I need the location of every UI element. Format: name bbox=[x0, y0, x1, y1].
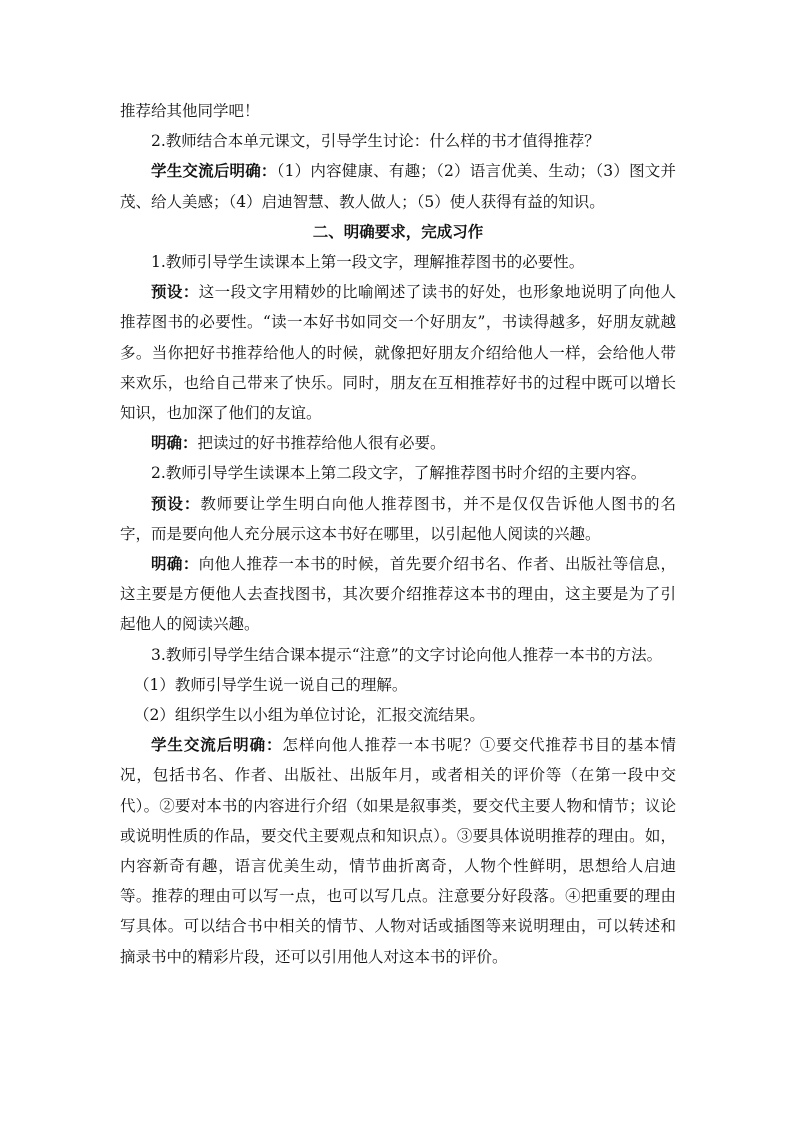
paragraph-lead: 预设： bbox=[151, 493, 201, 513]
paragraph-text: 怎样向他人推荐一本书呢？①要交代推荐书目的基本情况，包括书名、作者、出版社、出版年月，或者相关的评价等（在第一段中交代）。②要对本书的内容进行介绍（如果是叙事类，要交代主要人物和情节；议论或说明性质的作品，要交代主要观点和知识点）。③要具体说明推荐的理由。如，内容新奇有趣，语言优美生动，情节曲折离奇，人物个性鲜明，思想给人启迪等。推荐的理由可以写一点，也可以写几点。注意要分好段落。④把重要的理由写具体。可以结合书中相关的情节、人物对话或插图等来说明理由，可以转述和摘录书中的精彩片段，还可以引用他人对这本书的评价。 bbox=[120, 736, 676, 966]
paragraph-step-2b bbox=[120, 458, 676, 488]
paragraph-clarify-1 bbox=[120, 428, 676, 458]
paragraph-lead: 学生交流后明确： bbox=[151, 161, 277, 181]
paragraph-text: 这一段文字用精妙的比喻阐述了读书的好处，也形象地说明了向他人推荐图书的必要性。“读一本好书如同交一个好朋友”，书读得越多，好朋友就越多。当你把好书推荐给他人的时候，就像把好朋友介绍给他人一样，会给他人带来欢乐，也给自己带来了快乐。同时，朋友在互相推荐好书的过程中既可以增长知识，也加深了他们的友谊。 bbox=[120, 283, 676, 423]
paragraph-preset-1 bbox=[120, 277, 676, 428]
document-page bbox=[120, 96, 676, 972]
section-heading-text: 二、明确要求，完成习作 bbox=[312, 221, 484, 241]
paragraph-step-1 bbox=[120, 247, 676, 277]
paragraph-substep-2 bbox=[120, 700, 676, 730]
paragraph-text: 推荐给其他同学吧！ bbox=[120, 102, 260, 120]
paragraph-step-3 bbox=[120, 640, 676, 670]
paragraph-preset-2 bbox=[120, 489, 676, 549]
paragraph-text: （1）教师引导学生说一说自己的理解。 bbox=[134, 675, 408, 694]
paragraph-text: （1）内容健康、有趣；（2）语言优美、生动；（3）图文并茂、给人美感；（4）启迪智慧、教人做人；（5）使人获得有益的知识。 bbox=[120, 162, 676, 211]
section-heading bbox=[120, 217, 676, 247]
paragraph-text: （2）组织学生以小组为单位讨论，汇报交流结果。 bbox=[134, 706, 485, 725]
paragraph-substep-1 bbox=[120, 670, 676, 700]
paragraph-lead: 明确： bbox=[151, 433, 198, 453]
paragraph-text: 2.教师引导学生读课本上第二段文字，了解推荐图书时介绍的主要内容。 bbox=[151, 464, 647, 483]
paragraph-text: 把读过的好书推荐给他人很有必要。 bbox=[197, 434, 446, 453]
paragraph-text: 向他人推荐一本书的时候，首先要介绍书名、作者、出版社等信息，这主要是方便他人去查找图书，其次要介绍推荐这本书的理由，这主要是为了引起他人的阅读兴趣。 bbox=[120, 555, 676, 634]
paragraph-text: 1.教师引导学生读课本上第一段文字，理解推荐图书的必要性。 bbox=[151, 253, 585, 272]
paragraph-text: 教师要让学生明白向他人推荐图书，并不是仅仅告诉他人图书的名字，而是要向他人充分展示这本书好在哪里，以引起他人阅读的兴趣。 bbox=[120, 494, 676, 543]
paragraph-continuation bbox=[120, 96, 676, 126]
paragraph-lead: 明确： bbox=[151, 554, 199, 574]
paragraph-text: 2.教师结合本单元课文，引导学生讨论：什么样的书才值得推荐？ bbox=[151, 132, 600, 151]
paragraph-text: 3.教师引导学生结合课本提示“注意”的文字讨论向他人推荐一本书的方法。 bbox=[151, 645, 663, 664]
paragraph-lead: 学生交流后明确： bbox=[151, 735, 283, 755]
paragraph-step-2 bbox=[120, 126, 676, 156]
paragraph-lead: 预设： bbox=[151, 282, 199, 302]
paragraph-clarify-2 bbox=[120, 549, 676, 640]
paragraph-conclusion-1 bbox=[120, 156, 676, 216]
paragraph-conclusion-2 bbox=[120, 730, 676, 972]
